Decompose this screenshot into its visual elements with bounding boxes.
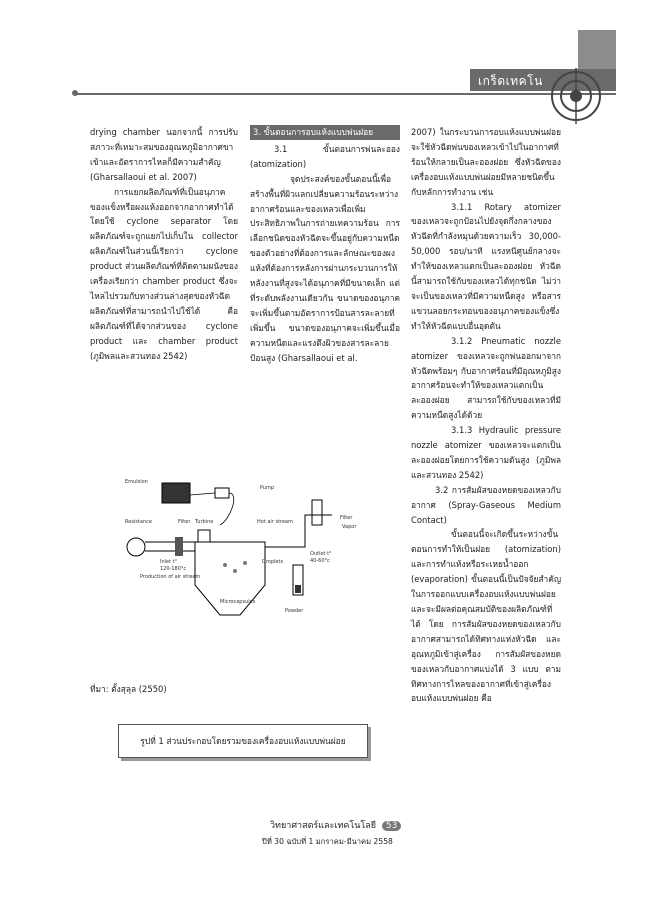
label-emulsion: Emulsion — [125, 479, 148, 485]
col3-paragraph-1: 2007) ในกระบวนการอบแห้งแบบพ่นฝอยจะใช้หัวฉีดพ่นของเหลวเข้าไปในอากาศที่ร้อนให้กลายเป็นละอองฝอย ซึ่งหัวฉีดของเครื่องอบแห้งแบบพ่นฝอยมีหลายชนิดขึ้นกับหลักการทำงาน เช่น — [411, 127, 561, 197]
label-inlet-range: 120-180°c — [160, 566, 187, 572]
footer-journal-line — [270, 818, 401, 832]
col3-paragraph-4: 3.1.3 Hydraulic pressure nozzle atomizer ของเหลวจะแตกเป็นละอองฝอยโดยการใช้ความดันสูง (ภูมิพลและสวนทอง 2542) — [411, 425, 561, 480]
label-microcapsules: Microcapsules — [220, 599, 256, 605]
column-left — [90, 125, 238, 364]
figure-caption-box — [118, 724, 368, 758]
column-middle — [250, 125, 400, 366]
label-hot-air-stream: Hot air stream — [257, 519, 293, 525]
figure-source: ที่มา: ตั้งสุลุล (2550) — [90, 684, 167, 694]
label-inlet: Inlet t° — [160, 559, 178, 565]
label-outlet: Outlet t° — [310, 551, 332, 557]
label-droplets: Droplets — [262, 559, 284, 565]
section-heading: 3. ขั้นตอนการอบแห้งแบบพ่นฝอย — [250, 125, 400, 140]
col3-paragraph-5: 3.2 การสัมผัสของหยดของเหลวกับอากาศ (Spray-Gaseous Medium Contact) — [411, 484, 561, 525]
subsection-heading: 3.1 ขั้นตอนการพ่นละออง (atomization) — [250, 143, 400, 169]
col3-paragraph-2: 3.1.1 Rotary atomizer ของเหลวจะถูกป้อนไปยังจุดกึ่งกลางของหัวฉีดที่กำลังหมุนด้วยความเร็ว 30,000-50,000 รอบ/นาที แรงหนีศูนย์กลางจะทำให้ของเหลวแตกเป็นละอองฝอย หัวฉีดนี้สามารถใช้กับของเหลวได้ทุกชนิด ไม่ว่าจะเป็นของเหลวที่มีความหนืดสูง หรือสารแขวนลอยกระทอนของอนุภาคของแข็งซึ่งทำให้หัวฉีดแบบอื่นอุดตัน — [411, 201, 561, 331]
col3-paragraph-6: ขั้นตอนนี้จะเกิดขึ้นระหว่างขั้นตอนการทำให้เป็นฝอย (atomization) และการทำแห้งหรือระเหยน้ำออก (evaporation) ขั้นตอนนี้เป็นปัจจัยสำคัญในการออกแบบเครื่องอบแห้งแบบพ่นฝอยและจะมีผลต่อคุณสมบัติของผลิตภัณฑ์ที่ได้ โดย การสัมผัสของหยดของเหลวกับอากาศสามารถได้ทิศทางแห่งหัวฉีด และอุณหภูมิเข้าสู่เครื่อง การสัมผัสของหยดของเหลวกับอากาศแบ่งได้ 3 แบบ ตามทิศทางการไหลของอากาศที่เข้าสู่เครื่องอบแห้งแบบพ่นฝอย คือ — [411, 529, 561, 704]
label-powder: Powder — [285, 608, 304, 614]
header-rule-dot — [72, 90, 78, 96]
label-filter-left: Filter — [178, 519, 191, 525]
header-rule — [75, 93, 616, 95]
col2-paragraph-1: จุดประสงค์ของขั้นตอนนี้เพื่อสร้างพื้นที่ผิวแลกเปลี่ยนความร้อนระหว่างอากาศร้อนและของเหลวเพื่อเพิ่มประสิทธิภาพในการถ่ายเทความร้อน การเลือกชนิดของหัวฉีดจะขึ้นอยู่กับความหนืดของตัวอย่างที่ต้องการและลักษณะของผงแห้งที่ต้องการหลังการผ่านกระบวนการให้หลังงานที่สูงจะได้อนุภาคที่มีขนาดเล็ก แต่ที่ระดับพลังงานเดียวกัน ขนาดของอนุภาคจะเพิ่มขึ้นตามอัตราการป้อนสารละลายที่เพิ่มขึ้น ขนาดของอนุภาคจะเพิ่มขึ้นเมื่อความหนืดและแรงตึงผิวของสารละลายป้อนสูง (Gharsallaoui et al. — [250, 173, 400, 363]
label-turbine: Turbine — [195, 519, 214, 525]
footer-issue: ปีที่ 30 ฉบับที่ 1 มกราคม-มีนาคม 2558 — [262, 837, 393, 846]
label-pump: Pump — [260, 485, 275, 491]
spray-dryer-diagram — [120, 475, 370, 620]
col1-paragraph-1: drying chamber นอกจากนี้ การปรับสภาวะที่เหมาะสมของอุณหภูมิอากาศขาเข้าและอัตราการไหลก็มีความสำคัญ (Gharsallaoui et al. 2007) — [90, 127, 238, 182]
label-production: Production of air stream — [140, 574, 201, 580]
target-icon — [548, 68, 604, 124]
label-outlet-range: 40-60°c — [310, 558, 330, 564]
footer-journal: วิทยาศาสตร์และเทคโนโลยี — [270, 821, 377, 831]
page-number: 53 — [382, 821, 401, 831]
col1-paragraph-2: การแยกผลิตภัณฑ์ที่เป็นอนุภาคของแข็งหรือผงแห้งออกจากอากาศทำได้โดยใช้ cyclone separator โดยผลิตภัณฑ์จะถูกแยกไปเก็บใน collector ผลิตภัณฑ์ในส่วนนี้เรียกว่า cyclone product ส่วนผลิตภัณฑ์ที่ติดตามผนังของเครื่องเรียกว่า chamber product ซึ่งจะไหลไปรวมกับทางส่วนล่างสุดของหัวฉีด ผลิตภัณฑ์ที่สามารถนำไปใช้ได้ คือ ผลิตภัณฑ์ที่ได้จากส่วนของ cyclone product และ chamber product (ภูมิพลและสวนทอง 2542) — [90, 186, 238, 361]
figure-caption: รูปที่ 1 ส่วนประกอบโดยรวมของเครื่องอบแห้งแบบพ่นฝอย — [140, 736, 346, 746]
label-filter-right: Filter — [340, 515, 353, 521]
label-vapor: Vapor — [342, 524, 357, 530]
header-title: เกร็ดเทคโน — [478, 74, 543, 88]
label-resistance: Resistance — [125, 519, 152, 525]
col3-paragraph-3: 3.1.2 Pneumatic nozzle atomizer ของเหลวจะถูกพ่นออกมาจากหัวฉีดพร้อมๆ กับอากาศร้อนที่มีอุณหภูมิสูง อากาศร้อนจะทำให้ของเหลวแตกเป็นละอองฝอย สามารถใช้กับของเหลวที่มีความหนืดสูงได้ด้วย — [411, 335, 561, 421]
column-right — [411, 125, 561, 706]
